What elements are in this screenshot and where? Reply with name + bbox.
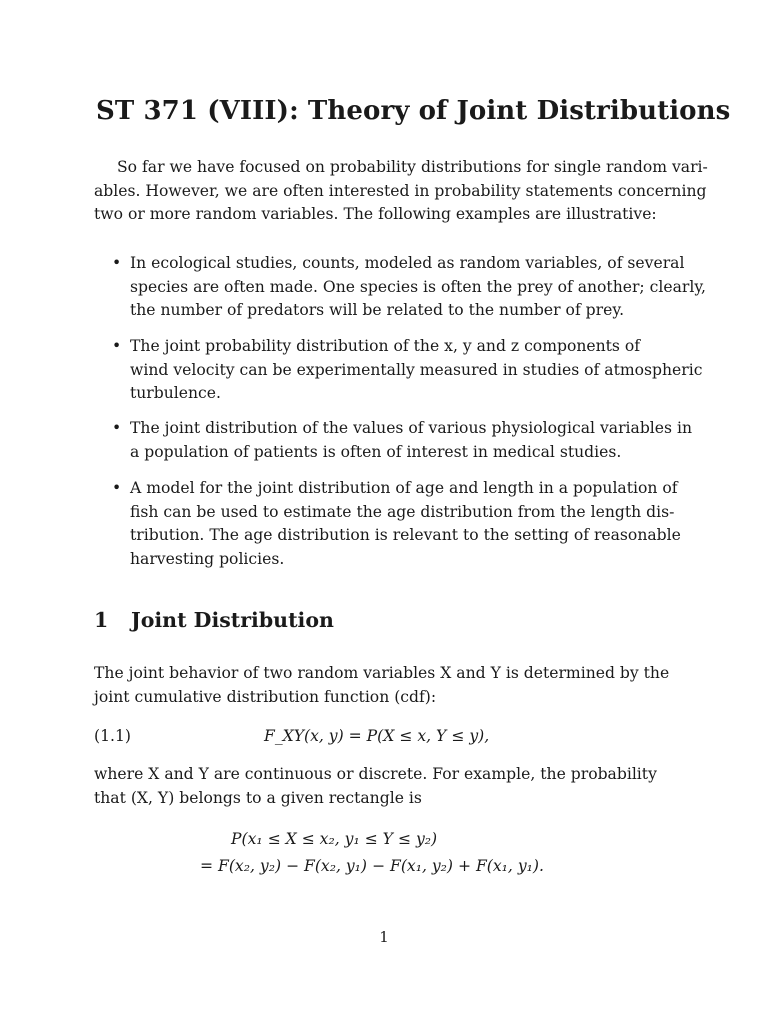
text-line: the number of predators will be related to the number of prey. [130,301,625,319]
text-line: two or more random variables. The following examples are illustrative: [94,205,657,223]
equation-line: = F(x₂, y₂) − F(x₂, y₁) − F(x₁, y₂) + F(x₁, y₁). [200,857,544,875]
equation-line: P(x₁ ≤ X ≤ x₂, y₁ ≤ Y ≤ y₂) [231,830,438,848]
text-line: turbulence. [130,384,221,402]
text-line: a population of patients is often of interest in medical studies. [130,442,622,461]
bullet-icon: • [112,337,122,355]
text-line: tribution. The age distribution is relevant to the setting of reasonable [130,526,681,544]
text-line: A model for the joint distribution of age and length in a population of [130,479,678,497]
bullet-icon: • [112,254,122,272]
text-line: The joint probability distribution of the x, y and z components of [130,337,641,355]
bullet-icon: • [112,479,122,497]
section-heading [94,608,334,632]
equation-body: F_XY(x, y) = P(X ≤ x, Y ≤ y), [264,727,490,745]
text-line: ables. However, we are often interested in probability statements concerning [94,181,707,200]
text-line: harvesting policies. [130,549,285,568]
text-line: The joint behavior of two random variables X and Y is determined by the [94,664,670,682]
equation-label: (1.1) [94,727,131,745]
text-line: So far we have focused on probability distributions for single random vari- [117,158,708,176]
text-line: that (X, Y) belongs to a given rectangle is [94,788,422,807]
text-line: In ecological studies, counts, modeled as random variables, of several [130,254,685,272]
text-line: where X and Y are continuous or discrete. For example, the probability [94,765,657,783]
page-number: 1 [379,928,389,946]
text-line: fish can be used to estimate the age distribution from the length dis- [130,502,675,521]
page-title: ST 371 (VIII): Theory of Joint Distributions [96,96,731,126]
text-line: species are often made. One species is often the prey of another; clearly, [130,277,707,296]
section-number: 1 [94,608,109,632]
cdf-paragraph [94,662,672,709]
text-line: The joint distribution of the values of various physiological variables in [130,419,693,437]
section-title: Joint Distribution [131,608,334,632]
rectangle-probability-equation [200,826,544,880]
text-line: joint cumulative distribution function (cdf): [94,687,437,706]
rectangle-paragraph [94,763,672,810]
bullet-icon: • [112,419,122,437]
intro-paragraph [94,156,708,227]
text-line: wind velocity can be experimentally measured in studies of atmospheric [130,360,703,379]
